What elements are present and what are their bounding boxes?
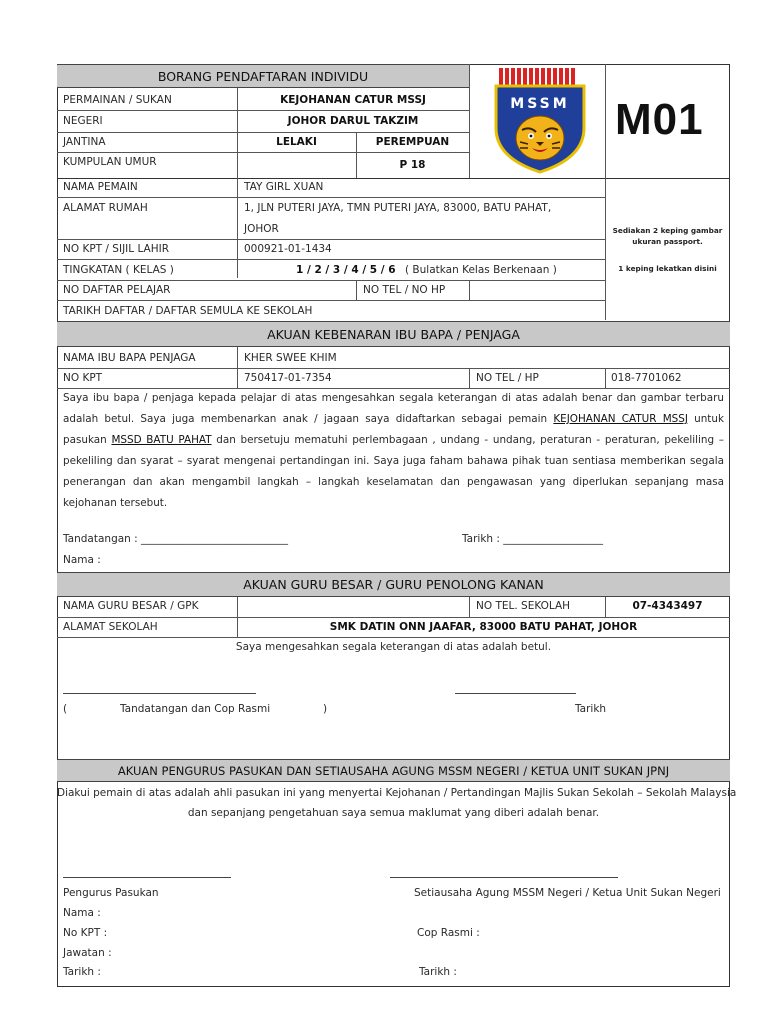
manager-kpt-field[interactable]: No KPT : [63,927,108,939]
tingkatan-label: TINGKATAN ( KELAS ) [63,264,174,276]
tarikh-daftar-label: TARIKH DAFTAR / DAFTAR SEMULA KE SEKOLAH [63,305,313,317]
headmaster-signature-line[interactable] [63,693,256,694]
secretary-signature-line[interactable] [390,877,618,878]
photo-note-2: ukuran passport. [632,237,703,246]
section1-header [57,64,469,88]
official-stamp-field[interactable]: Cop Rasmi : [417,927,480,939]
jantina-option-perempuan[interactable]: PEREMPUAN [375,136,450,148]
section3-title: AKUAN GURU BESAR / GURU PENOLONG KANAN [243,577,544,592]
permainan-value: KEJOHANAN CATUR MSSJ [280,94,426,106]
mssm-logo [490,66,590,174]
alamat-rumah-line1: 1, JLN PUTERI JAYA, TMN PUTERI JAYA, 83000, BATU PAHAT, [244,202,552,214]
section4-title: AKUAN PENGURUS PASUKAN DAN SETIAUSAHA AGUNG MSSM NEGERI / KETUA UNIT SUKAN JPNJ [117,763,670,778]
parent-kpt-value: 750417-01-7354 [244,372,332,384]
headmaster-sign-label: Tandatangan dan Cop Rasmi [120,703,271,715]
section4-line2: dan sepanjang pengetahuan saya semua maklumat yang diberi adalah benar. [187,807,600,819]
parent-tel-label: NO TEL / HP [476,372,539,384]
sign-open-paren: ( [63,703,68,715]
secretary-label: Setiausaha Agung MSSM Negeri / Ketua Unit Sukan Negeri [414,887,721,899]
section1-title: BORANG PENDAFTARAN INDIVIDU [157,68,369,84]
school-tel-label: NO TEL. SEKOLAH [476,600,571,612]
no-kpt-label: NO KPT / SIJIL LAHIR [63,243,170,255]
school-address-value: SMK DATIN ONN JAAFAR, 83000 BATU PAHAT, JOHOR [329,621,638,633]
sign-close-paren: ) [323,703,328,715]
team-name: MSSD BATU PAHAT [111,434,212,446]
section3-header [57,572,730,597]
negeri-label: NEGERI [63,115,103,127]
manager-date-field[interactable]: Tarikh : [63,966,101,978]
secretary-date-field[interactable]: Tarikh : [419,966,457,978]
permainan-label: PERMAINAN / SUKAN [63,94,172,106]
parent-signature-field[interactable]: Tandatangan : ____________________________ [63,533,289,545]
section2-header [57,321,730,347]
section4-line1: Diakui pemain di atas adalah ahli pasukan ini yang menyertai Kejohanan / Pertandingan Majlis Sukan Sekolah – Sekolah Malaysia [57,787,737,799]
no-daftar-label: NO DAFTAR PELAJAR [63,284,171,296]
negeri-value: JOHOR DARUL TAKZIM [287,115,419,127]
jantina-label: JANTINA [63,136,106,148]
headmaster-date-label: Tarikh [575,703,607,715]
svg-text:MSSM: MSSM [510,96,570,112]
tingkatan-note: ( Bulatkan Kelas Berkenaan ) [405,264,557,276]
manager-position-field[interactable]: Jawatan : [63,947,112,959]
school-address-label: ALAMAT SEKOLAH [63,621,158,633]
section2-title: AKUAN KEBENARAN IBU BAPA / PENJAGA [267,326,520,342]
parent-declaration: Saya ibu bapa / penjaga kepada pelajar di atas mengesahkan segala keterangan di atas adalah benar dan gambar terbaru adalah betul. Saya juga membenarkan anak / jagaan saya didaftarkan sebagai pemain KEJOHANAN CATUR MSSJ untuk pasukan MSSD BATU PAHAT dan bersetuju mematuhi perlembagaan , undang - undang, peraturan - peraturan, pekeliling – pekeliling dan syarat – syarat mengenai pertandingan ini. Saya juga faham bahawa pihak tuan sentiasa memberikan segala penerangan dan akan mengambil langkah – langkah keselamatan dan pengawasan yang diperlukan sepanjang masa kejohanan tersebut. [63,392,724,509]
manager-signature-line[interactable] [63,877,231,878]
manager-label: Pengurus Pasukan [63,887,159,899]
section4-header [57,759,730,782]
headmaster-name-label: NAMA GURU BESAR / GPK [63,600,199,612]
parent-kpt-label: NO KPT [63,372,103,384]
headmaster-statement: Saya mengesahkan segala keterangan di atas adalah betul. [235,641,552,653]
photo-note-3: 1 keping lekatkan disini [618,264,717,273]
form-code: M01 [615,95,704,144]
alamat-rumah-label: ALAMAT RUMAH [63,202,148,214]
event-name: KEJOHANAN CATUR MSSJ [553,413,688,425]
nama-pemain-label: NAMA PEMAIN [63,181,138,193]
parent-name-label: NAMA IBU BAPA PENJAGA [63,352,196,364]
no-kpt-value: 000921-01-1434 [244,243,332,255]
parent-name-value: KHER SWEE KHIM [244,352,337,364]
no-tel-label: NO TEL / NO HP [363,284,446,296]
photo-note-1: Sediakan 2 keping gambar [612,226,723,235]
kumpulan-umur-label: KUMPULAN UMUR [63,156,157,168]
kumpulan-umur-value: P 18 [399,159,426,171]
nama-pemain-value: TAY GIRL XUAN [244,181,324,193]
parent-date-field[interactable]: Tarikh : ___________________ [462,533,604,545]
manager-name-field[interactable]: Nama : [63,907,101,919]
school-tel-value: 07-4343497 [632,600,703,612]
headmaster-date-line[interactable] [455,693,576,694]
parent-name-field[interactable]: Nama : [63,554,101,566]
alamat-rumah-line2: JOHOR [244,223,279,235]
parent-tel-value: 018-7701062 [611,372,682,384]
jantina-option-lelaki[interactable]: LELAKI [276,136,317,148]
tingkatan-value[interactable]: 1 / 2 / 3 / 4 / 5 / 6 [296,264,396,276]
